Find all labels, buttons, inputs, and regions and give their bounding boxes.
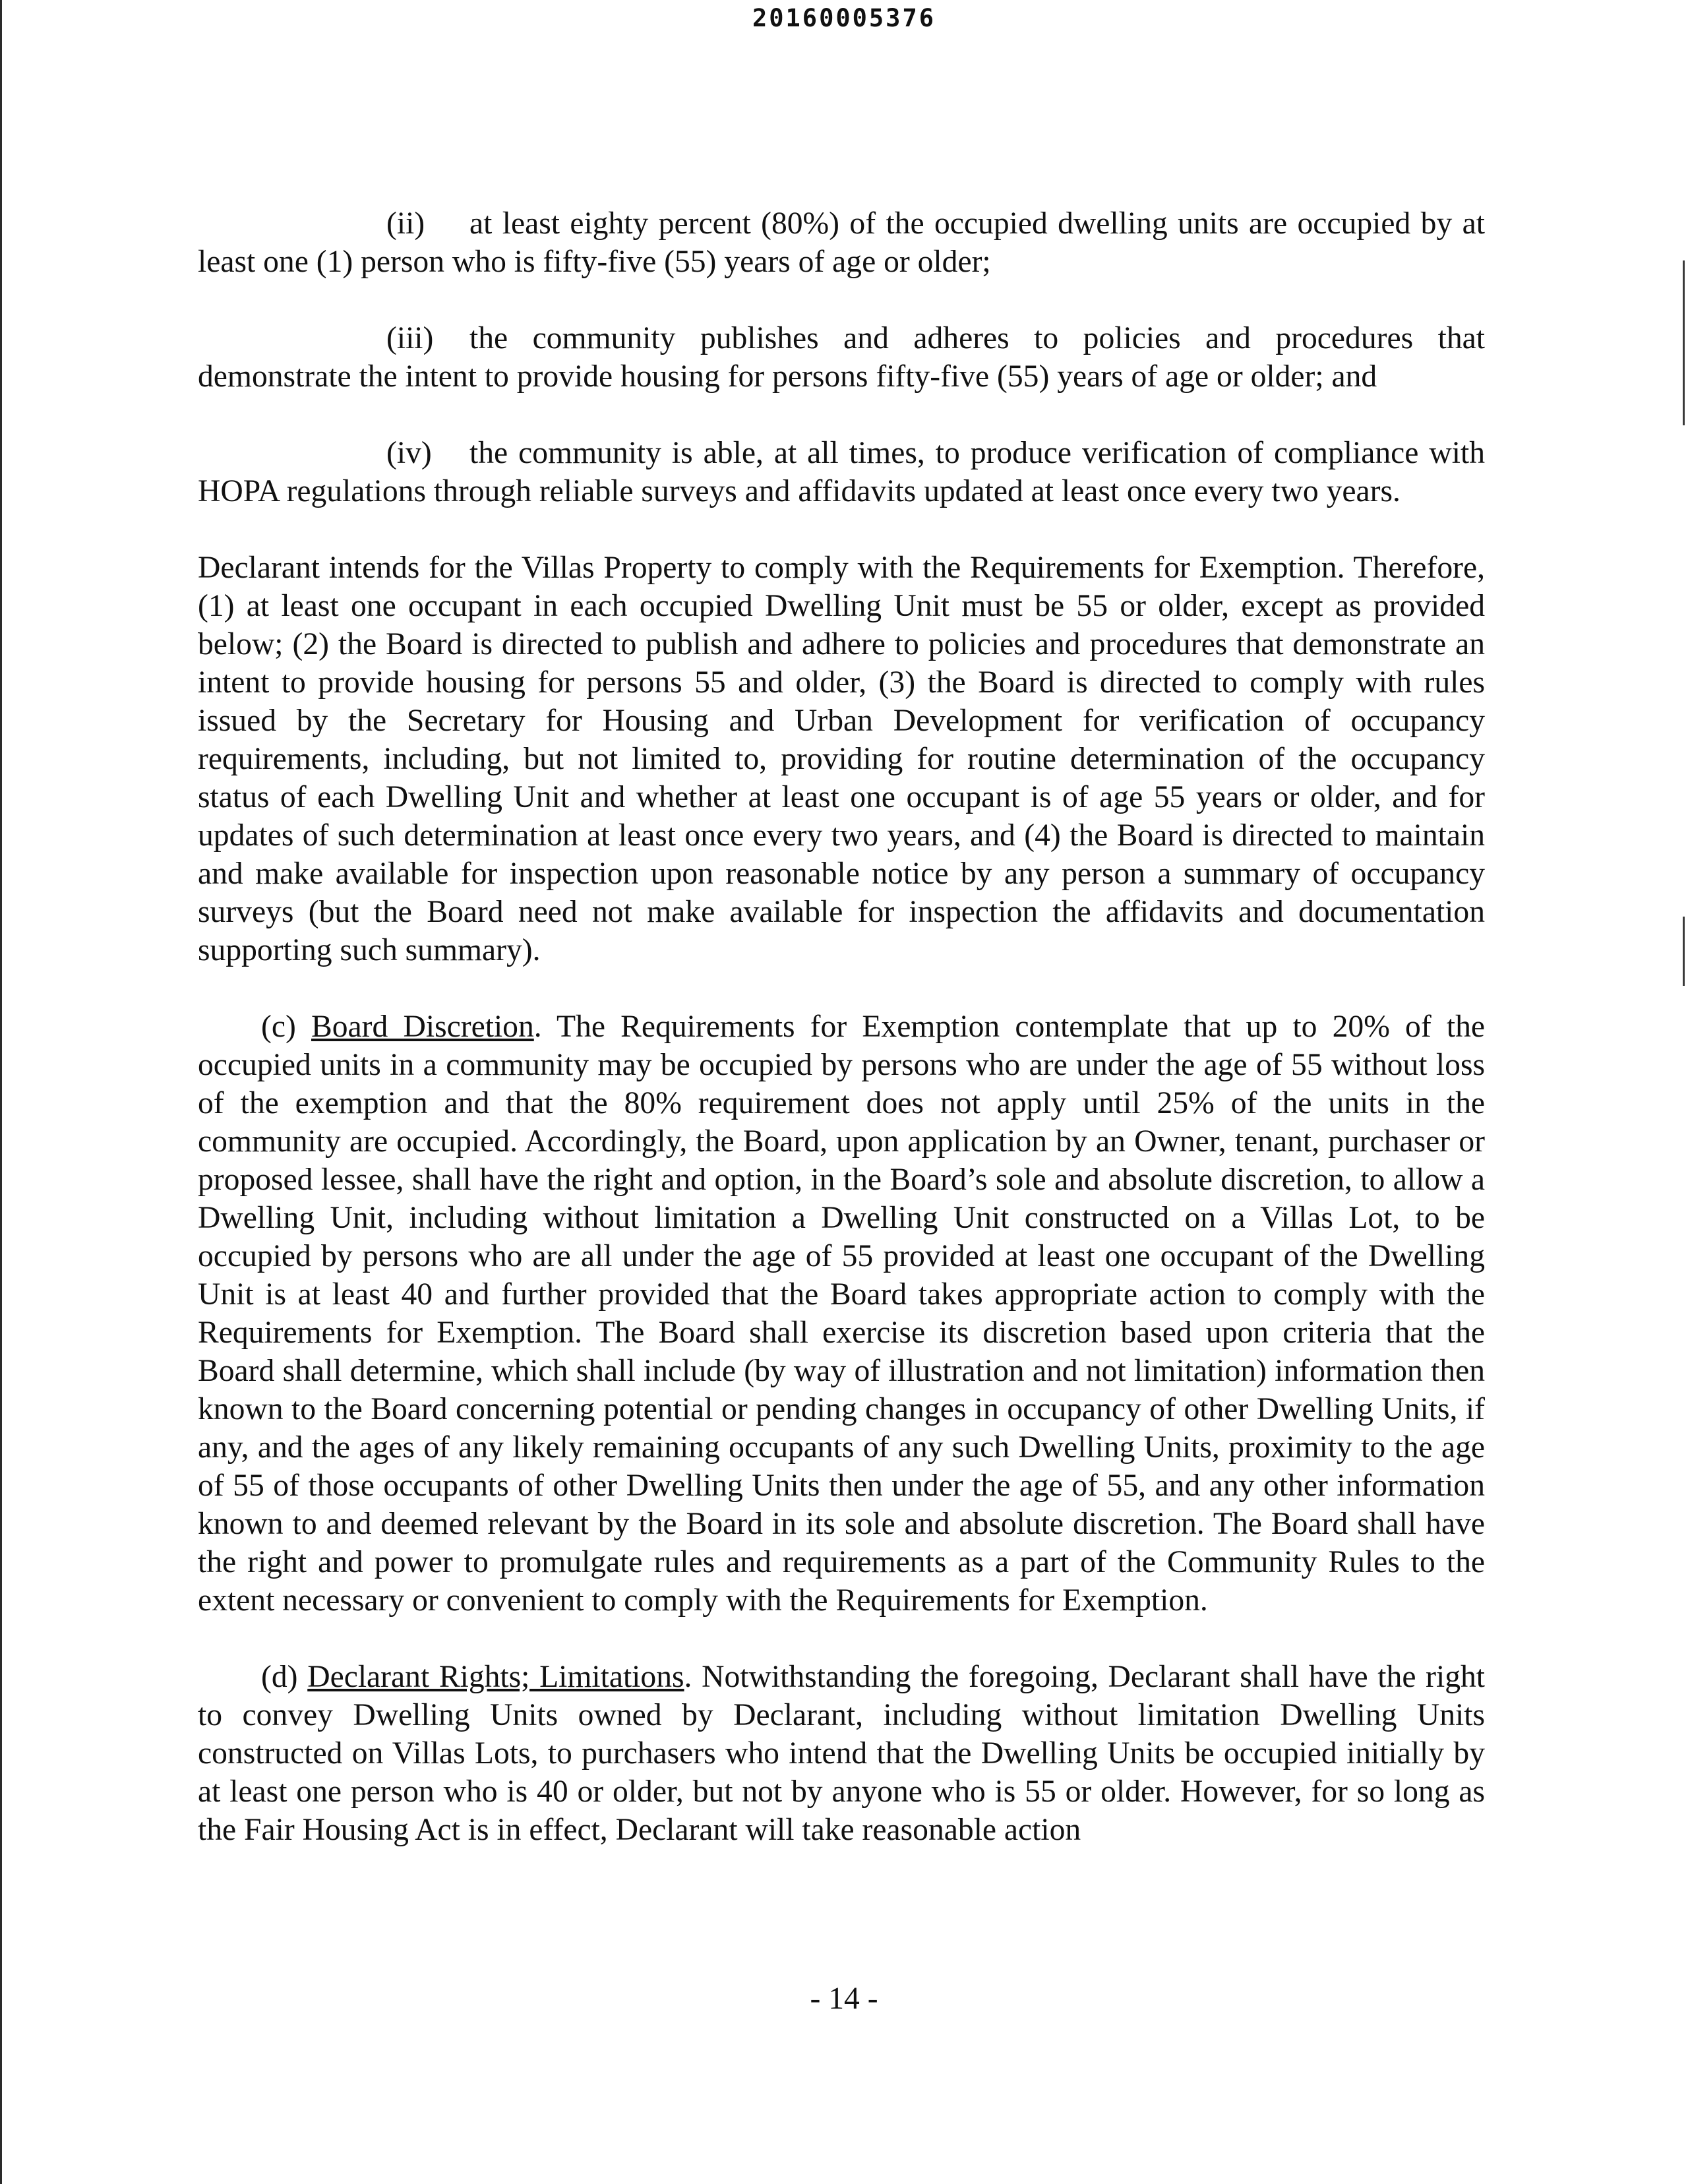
document-body	[198, 204, 1485, 1887]
scan-edge-left	[0, 0, 2, 2184]
section-d-declarant-rights: (d) Declarant Rights; Limitations. Notwithstanding the foregoing, Declarant shall have the right to convey Dwelling Units owned by Declarant, including without limitation Dwelling Units constructed on Villas Lots, to purchasers who intend that the Dwelling Units be occupied initially by at least one person who is 40 or older, but not by anyone who is 55 or older. However, for so long as the Fair Housing Act is in effect, Declarant will take reasonable action	[198, 1660, 1486, 1847]
scan-mark-right	[1683, 917, 1685, 986]
page-number: - 14 -	[810, 1982, 878, 2016]
subparagraph-text: the community is able, at all times, to produce verification of compliance with HOPA regulations through reliable surveys and affidavits updated at least once every two years.	[198, 436, 1485, 508]
subparagraph-iii	[198, 319, 1485, 396]
section-label: (c)	[261, 1010, 296, 1044]
subparagraph-number: (iv)	[386, 436, 432, 470]
subparagraph-iv	[198, 434, 1485, 510]
section-heading: Board Discretion	[311, 1010, 534, 1044]
section-text: The Requirements for Exemption contemplate that up to 20% of the occupied units in a community may be occupied by persons who are under the age of 55 without loss of the exemption and that the 80% requirement does not apply until 25% of the units in the community are occupied. Accordingly, the Board, upon application by an Owner, tenant, purchaser or proposed lessee, shall have the right and option, in the Board’s sole and absolute discretion, to allow a Dwelling Unit, including without limitation a Dwelling Unit constructed on a Villas Lot, to be occupied by persons who are all under the age of 55 provided at least one occupant of the Dwelling Unit is at least 40 and further provided that the Board takes appropriate action to comply with the Requirements for Exemption. The Board shall exercise its discretion based upon criteria that the Board shall determine, which shall include (by way of illustration and not limitation) information then known to the Board concerning potential or pending changes in occupancy of other Dwelling Units, if any, and the ages of any likely remaining occupants of any such Dwelling Units, proximity to the age of 55 of those occupants of other Dwelling Units then under the age of 55, and any other information known to and deemed relevant by the Board in its sole and absolute discretion. The Board shall have the right and power to promulgate rules and requirements as a part of the Community Rules to the extent necessary or convenient to comply with the Requirements for Exemption.	[198, 1010, 1486, 1618]
subparagraph-number: (ii)	[386, 206, 425, 241]
subparagraph-number: (iii)	[386, 321, 434, 355]
scan-mark-right	[1683, 260, 1685, 425]
subparagraph-text: at least eighty percent (80%) of the occupied dwelling units are occupied by at least one (1) person who is fifty-five (55) years of age or older;	[198, 206, 1485, 279]
document-number: 20160005376	[752, 4, 936, 32]
section-text: Notwithstanding the foregoing, Declarant shall have the right to convey Dwelling Units owned by Declarant, including without limitation Dwelling Units constructed on Villas Lots, to purchasers who intend that the Dwelling Units be occupied initially by at least one person who is 40 or older, but not by anyone who is 55 or older. However, for so long as the Fair Housing Act is in effect, Declarant will take reasonable action	[198, 1660, 1486, 1847]
subparagraph-ii	[198, 204, 1485, 281]
subparagraph-text: the community publishes and adheres to policies and procedures that demonstrate the intent to provide housing for persons fifty-five (55) years of age or older; and	[198, 321, 1485, 394]
section-c-board-discretion: (c) Board Discretion. The Requirements for Exemption contemplate that up to 20% of the occupied units in a community may be occupied by persons who are under the age of 55 without loss of the exemption and that the 80% requirement does not apply until 25% of the units in the community are occupied. Accordingly, the Board, upon application by an Owner, tenant, purchaser or proposed lessee, shall have the right and option, in the Board’s sole and absolute discretion, to allow a Dwelling Unit, including without limitation a Dwelling Unit constructed on a Villas Lot, to be occupied by persons who are all under the age of 55 provided at least one occupant of the Dwelling Unit is at least 40 and further provided that the Board takes appropriate action to comply with the Requirements for Exemption. The Board shall exercise its discretion based upon criteria that the Board shall determine, which shall include (by way of illustration and not limitation) information then known to the Board concerning potential or pending changes in occupancy of other Dwelling Units, if any, and the ages of any likely remaining occupants of any such Dwelling Units, proximity to the age of 55 of those occupants of other Dwelling Units then under the age of 55, and any other information known to and deemed relevant by the Board in its sole and absolute discretion. The Board shall have the right and power to promulgate rules and requirements as a part of the Community Rules to the extent necessary or convenient to comply with the Requirements for Exemption.	[198, 1010, 1486, 1618]
section-label: (d)	[261, 1660, 298, 1694]
section-heading: Declarant Rights; Limitations	[307, 1660, 684, 1694]
declarant-intent-paragraph: Declarant intends for the Villas Property to comply with the Requirements for Exemption. Therefore, (1) at least one occupant in each occupied Dwelling Unit must be 55 or older, except as provided below; (2) the Board is directed to publish and adhere to policies and procedures that demonstrate an intent to provide housing for persons 55 and older, (3) the Board is directed to comply with rules issued by the Secretary for Housing and Urban Development for verification of occupancy requirements, including, but not limited to, providing for routine determination of the occupancy status of each Dwelling Unit and whether at least one occupant is of age 55 years or older, and for updates of such determination at least once every two years, and (4) the Board is directed to maintain and make available for inspection upon reasonable notice by any person a summary of occupancy surveys (but the Board need not make available for inspection the affidavits and documentation supporting such summary).	[198, 551, 1485, 967]
